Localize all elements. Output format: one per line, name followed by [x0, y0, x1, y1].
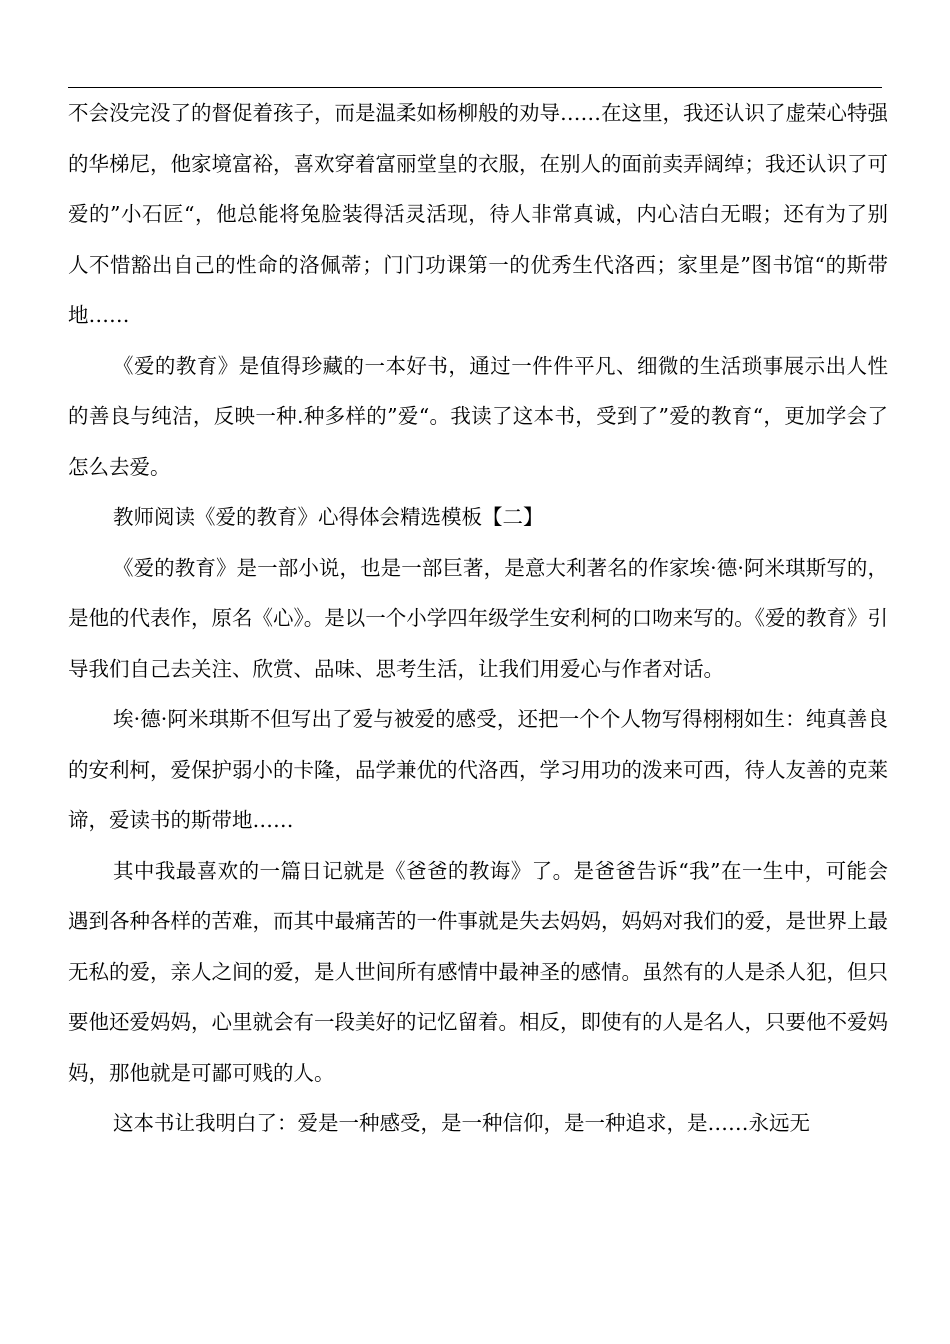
document-body — [68, 88, 888, 1149]
paragraph-4: 埃·德·阿米琪斯不但写出了爱与被爱的感受，还把一个个人物写得栩栩如生：纯真善良的安利柯，爱保护弱小的卡隆，品学兼优的代洛西，学习用功的泼来可西，待人友善的克莱谛，爱读书的斯带地…… — [68, 707, 888, 832]
paragraph-5: 其中我最喜欢的一篇日记就是《爸爸的教诲》了。是爸爸告诉“我”在一生中，可能会遇到各种各样的苦难，而其中最痛苦的一件事就是失去妈妈，妈妈对我们的爱，是世界上最无私的爱，亲人之间的爱，是人世间所有感情中最神圣的感情。虽然有的人是杀人犯，但只要他还爱妈妈，心里就会有一段美好的记忆留着。相反，即使有的人是名人，只要他不爱妈妈，那他就是可鄙可贱的人。 — [68, 858, 888, 1085]
paragraph-3: 《爱的教育》是一部小说，也是一部巨著，是意大利著名的作家埃·德·阿米琪斯写的，是他的代表作，原名《心》。是以一个小学四年级学生安利柯的口吻来写的。《爱的教育》引导我们自己去关注、欣赏、品味、思考生活，让我们用爱心与作者对话。 — [68, 555, 888, 681]
section-heading: 教师阅读《爱的教育》心得体会精选模板【二】 — [113, 505, 544, 529]
paragraph-2: 《爱的教育》是值得珍藏的一本好书，通过一件件平凡、细微的生活琐事展示出人性的善良与纯洁，反映一种.种多样的”爱“。我读了这本书，受到了”爱的教育“，更加学会了怎么去爱。 — [68, 353, 888, 479]
paragraph-6: 这本书让我明白了：爱是一种感受，是一种信仰，是一种追求，是……永远无 — [113, 1111, 810, 1135]
paragraph-1: 不会没完没了的督促着孩子，而是温柔如杨柳般的劝导……在这里，我还认识了虚荣心特强的华梯尼，他家境富裕，喜欢穿着富丽堂皇的衣服，在别人的面前卖弄阔绰；我还认识了可爱的”小石匠“，他总能将兔脸装得活灵活现，待人非常真诚，内心洁白无暇；还有为了别人不惜豁出自己的性命的洛佩蒂；门门功课第一的优秀生代洛西；家里是”图书馆“的斯带地…… — [68, 101, 888, 327]
